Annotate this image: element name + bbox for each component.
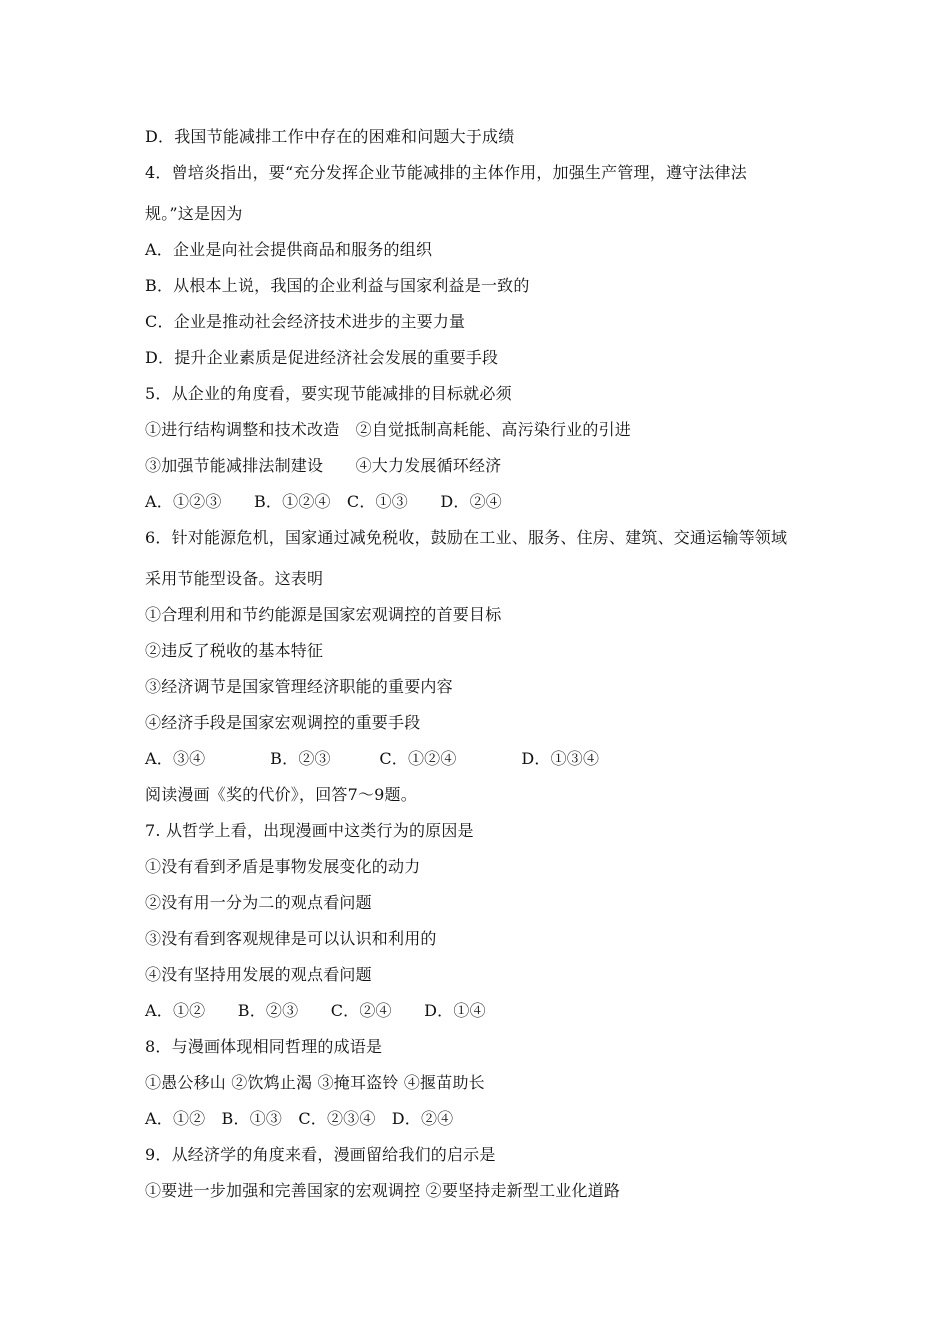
question-5-items-2: ③加强节能减排法制建设 ④大力发展循环经济 <box>145 456 502 475</box>
question-5-items-1: ①进行结构调整和技术改造 ②自觉抵制高耗能、高污染行业的引进 <box>145 420 632 439</box>
question-9-stem: 9．从经济学的角度来看，漫画留给我们的启示是 <box>145 1145 496 1164</box>
option-3d: D．我国节能减排工作中存在的困难和问题大于成绩 <box>145 127 515 146</box>
question-9-items: ①要进一步加强和完善国家的宏观调控 ②要坚持走新型工业化道路 <box>145 1181 621 1200</box>
question-4-stem-cont: 规。”这是因为 <box>145 204 243 223</box>
question-8-items: ①愚公移山 ②饮鸩止渴 ③掩耳盗铃 ④揠苗助长 <box>145 1073 485 1092</box>
question-4-stem: 4．曾培炎指出，要“充分发挥企业节能减排的主体作用，加强生产管理，遵守法律法 <box>145 163 747 182</box>
question-6-item-1: ①合理利用和节约能源是国家宏观调控的首要目标 <box>145 605 502 624</box>
option-4b: B．从根本上说，我国的企业利益与国家利益是一致的 <box>145 276 530 295</box>
option-4c: C．企业是推动社会经济技术进步的主要力量 <box>145 312 466 331</box>
question-5-choices: A．①②③ B．①②④ C．①③ D．②④ <box>145 492 502 511</box>
question-7-stem: 7. 从哲学上看，出现漫画中这类行为的原因是 <box>145 821 474 840</box>
question-6-stem-cont: 采用节能型设备。这表明 <box>145 569 324 588</box>
question-7-item-1: ①没有看到矛盾是事物发展变化的动力 <box>145 857 421 876</box>
question-7-choices: A．①② B．②③ C．②④ D．①④ <box>145 1001 486 1020</box>
option-4a: A．企业是向社会提供商品和服务的组织 <box>145 240 433 259</box>
question-5-stem: 5．从企业的角度看，要实现节能减排的目标就必须 <box>145 384 512 403</box>
question-6-stem: 6．针对能源危机，国家通过减免税收，鼓励在工业、服务、住房、建筑、交通运输等领域 <box>145 528 788 547</box>
question-6-item-2: ②违反了税收的基本特征 <box>145 641 324 660</box>
question-6-choices: A．③④ B．②③ C．①②④ D．①③④ <box>145 749 600 768</box>
question-7-item-2: ②没有用一分为二的观点看问题 <box>145 893 372 912</box>
option-4d: D．提升企业素质是促进经济社会发展的重要手段 <box>145 348 499 367</box>
question-7-item-4: ④没有坚持用发展的观点看问题 <box>145 965 372 984</box>
comic-intro: 阅读漫画《奖的代价》，回答7～9题。 <box>145 785 417 804</box>
question-6-item-4: ④经济手段是国家宏观调控的重要手段 <box>145 713 421 732</box>
question-8-stem: 8．与漫画体现相同哲理的成语是 <box>145 1037 383 1056</box>
question-8-choices: A．①② B．①③ C．②③④ D．②④ <box>145 1109 454 1128</box>
question-6-item-3: ③经济调节是国家管理经济职能的重要内容 <box>145 677 453 696</box>
question-7-item-3: ③没有看到客观规律是可以认识和利用的 <box>145 929 437 948</box>
